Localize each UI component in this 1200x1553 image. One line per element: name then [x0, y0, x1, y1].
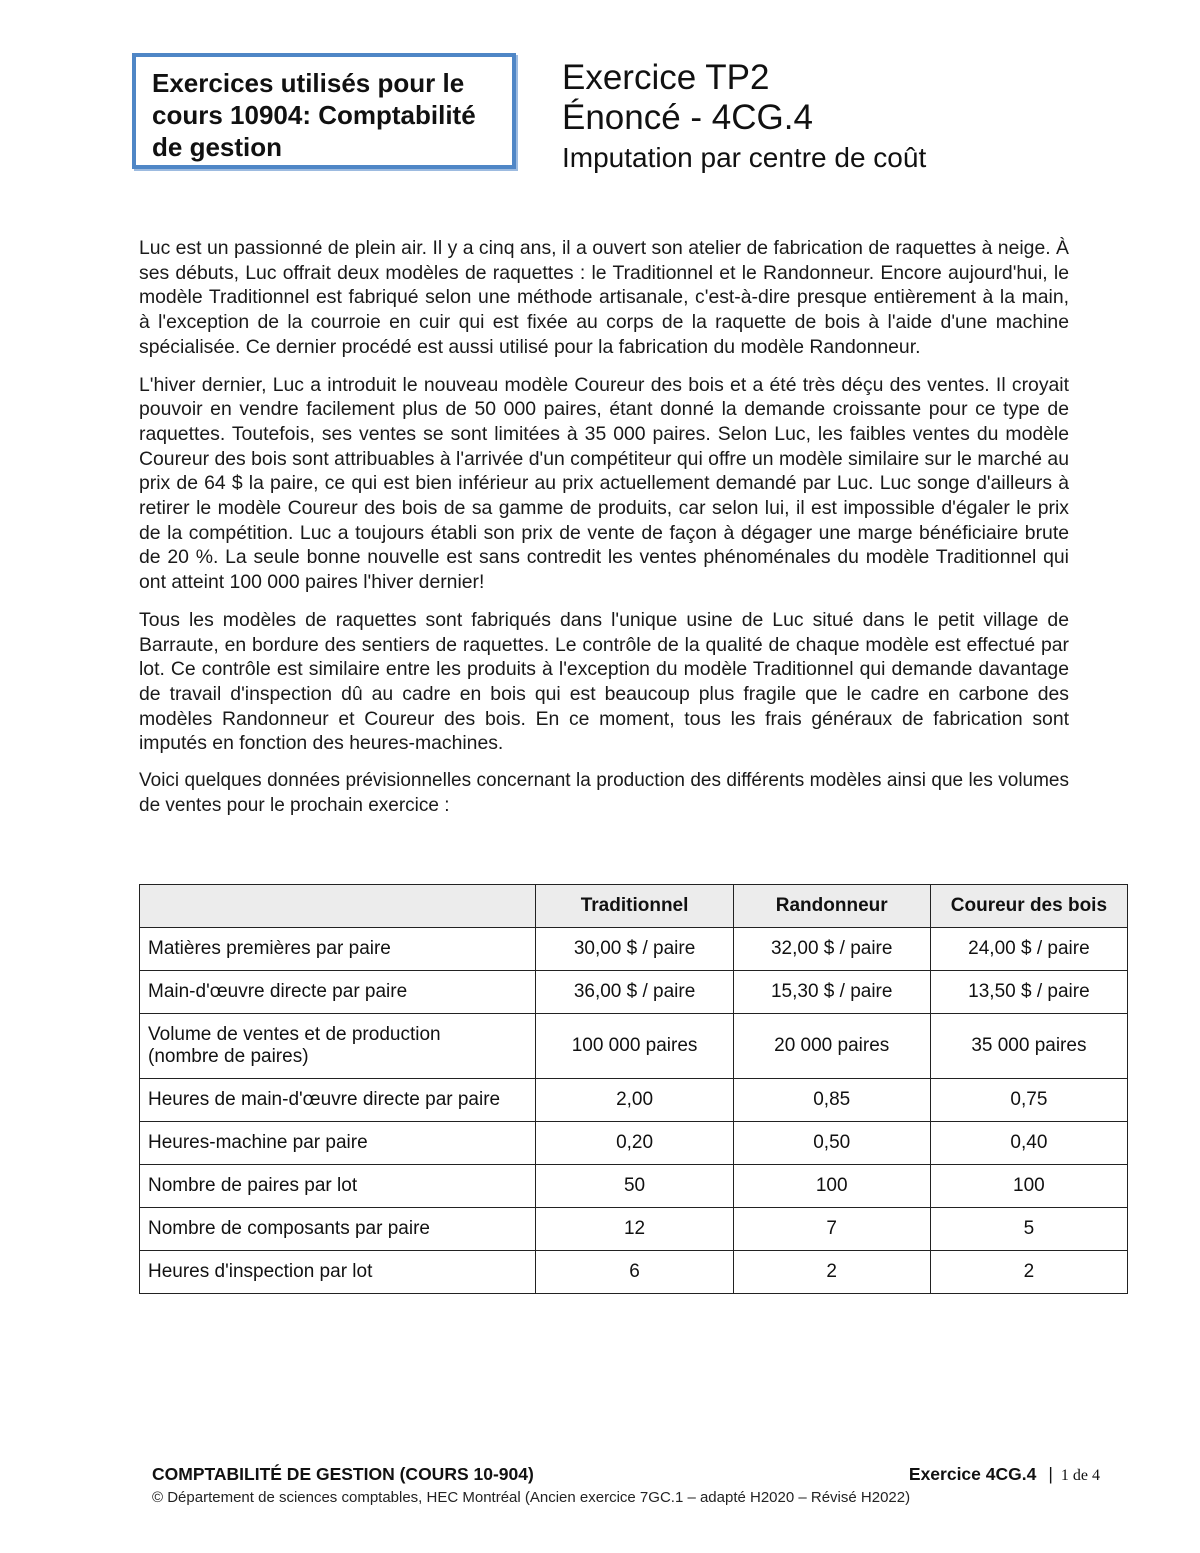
footer-exercise-id: Exercice 4CG.4: [908, 1464, 1037, 1484]
cell-value: 6: [536, 1251, 733, 1294]
row-label: Nombre de composants par paire: [140, 1208, 536, 1251]
cell-value: 30,00 $ / paire: [536, 928, 733, 971]
title-block: [562, 58, 926, 176]
table-header-randonneur: Randonneur: [733, 885, 930, 928]
cell-value: 24,00 $ / paire: [930, 928, 1127, 971]
table-row: [140, 1122, 1128, 1165]
paragraph-factory: Tous les modèles de raquettes sont fabriqués dans l'unique usine de Luc situé dans le petit village de Barraute, en bordure des sentiers de raquettes. Le contrôle de la qualité de chaque modèle est effectué par lot. Ce contrôle est similaire entre les produits à l'exception du modèle Traditionnel qui demande davantage de travail d'inspection dû au cadre en bois qui est beaucoup plus fragile que le cadre en carbone des modèles Randonneur et Coureur des bois. En ce moment, tous les frais généraux de fabrication sont imputés en fonction des heures-machines.: [139, 608, 1069, 755]
cell-value: 15,30 $ / paire: [733, 971, 930, 1014]
cell-value: 32,00 $ / paire: [733, 928, 930, 971]
table-header-coureur-des-bois: Coureur des bois: [930, 885, 1127, 928]
cell-value: 0,85: [733, 1079, 930, 1122]
cell-value: 2,00: [536, 1079, 733, 1122]
cell-value: 7: [733, 1208, 930, 1251]
footer-separator: |: [1048, 1464, 1053, 1484]
cell-value: 36,00 $ / paire: [536, 971, 733, 1014]
cell-value: 0,40: [930, 1122, 1127, 1165]
cell-value: 0,20: [536, 1122, 733, 1165]
table-row: [140, 928, 1128, 971]
row-label: [140, 1014, 536, 1079]
course-info-text: Exercices utilisés pour le cours 10904: Comptabilité de gestion: [152, 68, 476, 162]
statement-title: Énoncé - 4CG.4: [562, 98, 813, 137]
table-row: [140, 1251, 1128, 1294]
paragraph-sales: L'hiver dernier, Luc a introduit le nouveau modèle Coureur des bois et a été très déçu des ventes. Il croyait pouvoir en vendre facilement plus de 50 000 paires, étant donné la demande croissante pour ce type de raquettes. Toutefois, ses ventes se sont limitées à 35 000 paires. Selon Luc, les faibles ventes du modèle Coureur des bois sont attribuables à l'arrivée d'un compétiteur qui offre un modèle similaire sur le marché au prix de 64 $ la paire, ce qui est bien inférieur au prix actuellement demandé par Luc. Luc songe d'ailleurs à retirer le modèle Coureur des bois de sa gamme de produits, car selon lui, il est impossible d'égaler le prix de la compétition. Luc a toujours établi son prix de vente de façon à dégager une marge bénéficiaire brute de 20 %. La seule bonne nouvelle est sans contredit les ventes phénoménales du modèle Traditionnel qui ont atteint 100 000 paires l'hiver dernier!: [139, 373, 1069, 594]
table-row: [140, 1208, 1128, 1251]
table-row: [140, 971, 1128, 1014]
row-label: Matières premières par paire: [140, 928, 536, 971]
cell-value: 35 000 paires: [930, 1014, 1127, 1079]
cell-value: 100: [930, 1165, 1127, 1208]
course-info-box: [132, 53, 516, 169]
cell-value: 2: [733, 1251, 930, 1294]
footer-course-name: COMPTABILITÉ DE GESTION (COURS 10-904): [152, 1464, 534, 1484]
cell-value: 5: [930, 1208, 1127, 1251]
footer-copyright: © Département de sciences comptables, HEC Montréal (Ancien exercice 7GC.1 – adapté H2020 – Révisé H2022): [152, 1489, 911, 1506]
topic-subtitle: Imputation par centre de coût: [562, 142, 927, 173]
table-header-row: [140, 885, 1128, 928]
cell-value: 13,50 $ / paire: [930, 971, 1127, 1014]
footer-page-info: [909, 1464, 1100, 1485]
cell-value: 100 000 paires: [536, 1014, 733, 1079]
cell-value: 100: [733, 1165, 930, 1208]
cell-value: 12: [536, 1208, 733, 1251]
cell-value: 50: [536, 1165, 733, 1208]
row-label-line2: (nombre de paires): [148, 1046, 309, 1067]
footer-top-line: [152, 1464, 1100, 1485]
row-label: Main-d'œuvre directe par paire: [140, 971, 536, 1014]
cell-value: 0,75: [930, 1079, 1127, 1122]
table-header-traditionnel: Traditionnel: [536, 885, 733, 928]
forecast-data-table: [139, 884, 1128, 1294]
paragraph-data-intro: Voici quelques données prévisionnelles concernant la production des différents modèles ainsi que les volumes de ventes pour le prochain exercice :: [139, 770, 1069, 816]
table-row: [140, 1165, 1128, 1208]
statement-body: [139, 236, 1069, 831]
table-header-corner: [140, 885, 536, 928]
table-row: [140, 1014, 1128, 1079]
page-footer: [152, 1464, 1100, 1506]
row-label: Nombre de paires par lot: [140, 1165, 536, 1208]
paragraph-intro: Luc est un passionné de plein air. Il y a cinq ans, il a ouvert son atelier de fabrication de raquettes à neige. À ses débuts, Luc offrait deux modèles de raquettes : le Traditionnel et le Randonneur. Encore aujourd'hui, le modèle Traditionnel est fabriqué selon une méthode artisanale, c'est-à-dire presque entièrement à la main, à l'exception de la courroie en cuir qui est fixée au corps de la raquette de bois à l'aide d'une machine spécialisée. Ce dernier procédé est aussi utilisé pour la fabrication du modèle Randonneur.: [139, 237, 1069, 358]
cell-value: 20 000 paires: [733, 1014, 930, 1079]
row-label: Heures d'inspection par lot: [140, 1251, 536, 1294]
exercise-title: Exercice TP2: [562, 58, 770, 97]
table-row: [140, 1079, 1128, 1122]
cell-value: 2: [930, 1251, 1127, 1294]
cell-value: 0,50: [733, 1122, 930, 1165]
row-label: Heures de main-d'œuvre directe par paire: [140, 1079, 536, 1122]
footer-page-number: 1 de 4: [1060, 1467, 1100, 1484]
row-label-line1: Volume de ventes et de production: [148, 1024, 441, 1045]
row-label: Heures-machine par paire: [140, 1122, 536, 1165]
